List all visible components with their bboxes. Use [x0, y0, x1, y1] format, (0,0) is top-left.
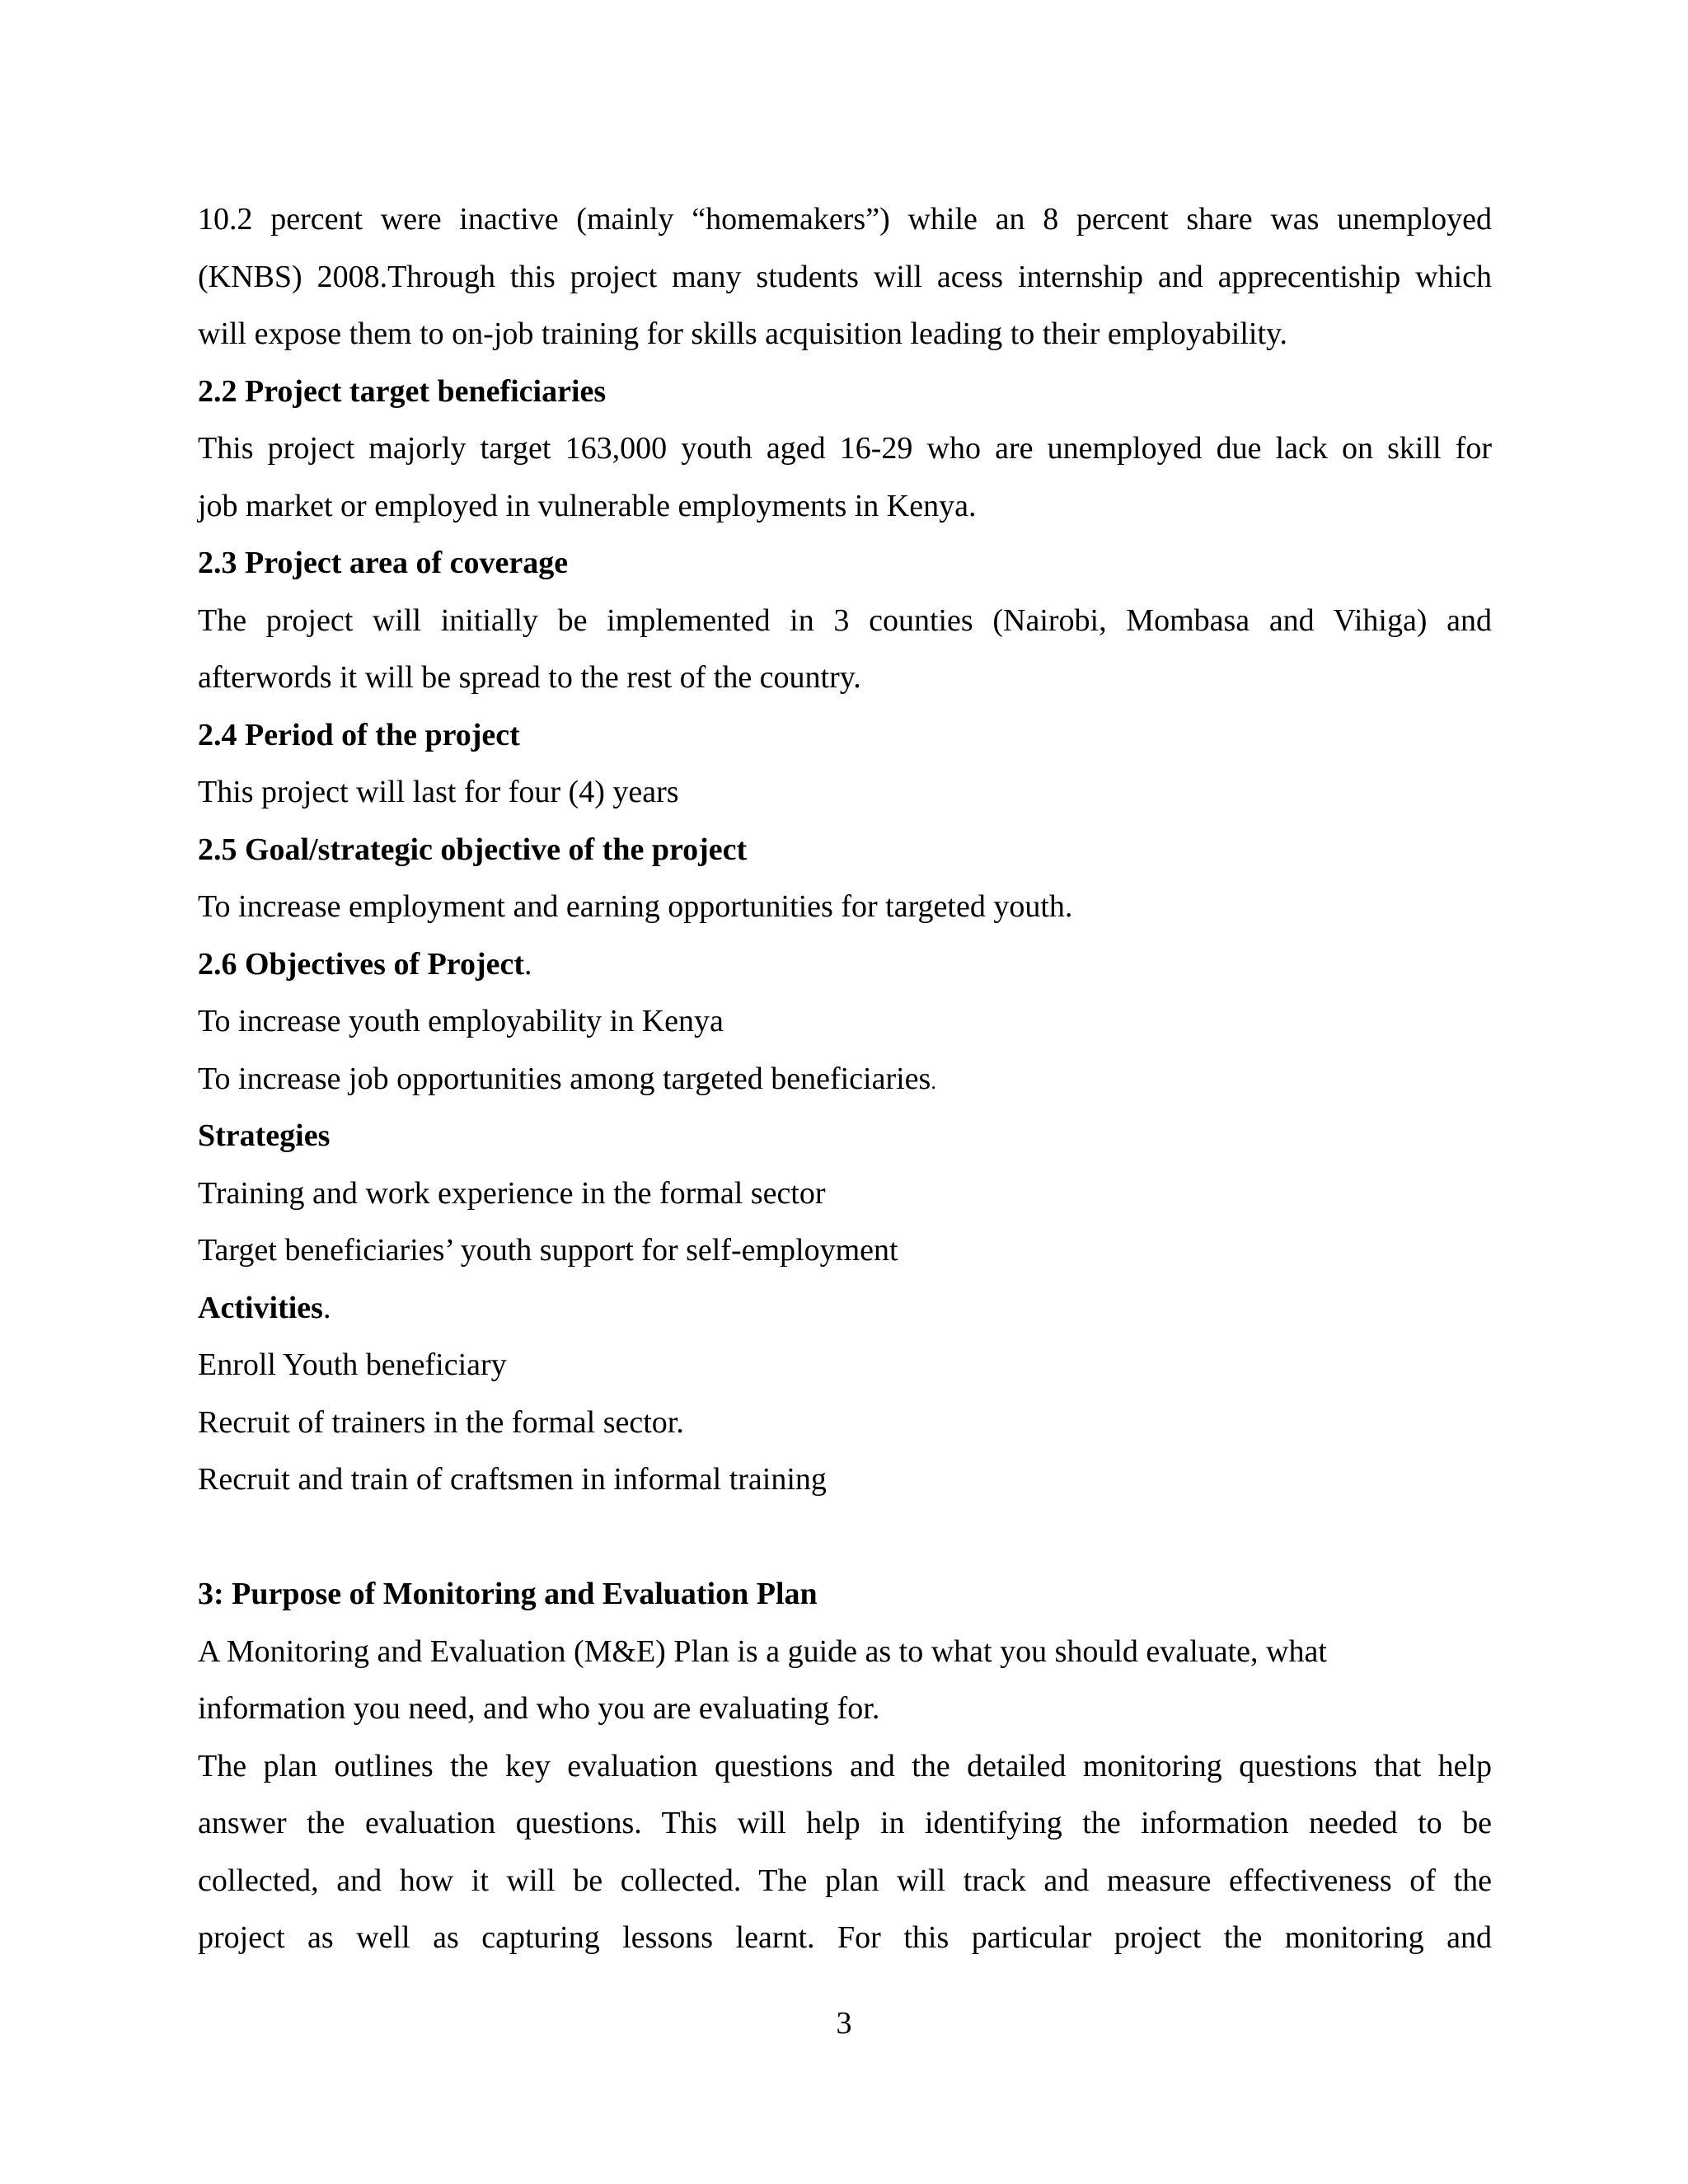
- me-plan-para1-line-1: A Monitoring and Evaluation (M&E) Plan is a guide as to what you should evaluate, what: [198, 1633, 1327, 1669]
- coverage-line-2: afterwords it will be spread to the rest of the country.: [198, 660, 861, 695]
- objective-item: To increase youth employability in Kenya: [198, 1004, 724, 1038]
- objectives-heading-period: .: [524, 946, 532, 982]
- activity-item: Recruit and train of craftsmen in informal training: [198, 1462, 827, 1497]
- page-number: 3: [836, 2006, 852, 2041]
- section-heading-beneficiaries: 2.2 Project target beneficiaries: [198, 373, 607, 409]
- intro-line-2: (KNBS) 2008.Through this project many students will acess internship and apprecentiship which: [198, 259, 1492, 294]
- objective-item: [198, 1051, 1492, 1108]
- section-heading-me-plan: 3: Purpose of Monitoring and Evaluation Plan: [198, 1577, 818, 1611]
- activities-heading-text: Activities: [198, 1290, 323, 1325]
- strategy-item: Training and work experience in the formal sector: [198, 1175, 826, 1211]
- section-heading-period: 2.4 Period of the project: [198, 717, 520, 752]
- section-heading-strategies: Strategies: [198, 1118, 331, 1153]
- objective-item-text: To increase job opportunities among targeted beneficiaries: [198, 1061, 931, 1096]
- objective-item-period: .: [931, 1069, 936, 1094]
- objectives-heading-text: 2.6 Objectives of Project: [198, 946, 525, 982]
- beneficiaries-line-2: job market or employed in vulnerable employments in Kenya.: [198, 488, 977, 523]
- beneficiaries-line-1: This project majorly target 163,000 youth aged 16-29 who are unemployed due lack on skill for: [198, 431, 1492, 466]
- activity-item: Recruit of trainers in the formal sector.: [198, 1404, 684, 1440]
- goal-text: To increase employment and earning opportunities for targeted youth.: [198, 889, 1073, 924]
- document-page: [198, 191, 1492, 1967]
- me-plan-para2-line-4: project as well as capturing lessons learnt. For this particular project the monitoring and: [198, 1920, 1492, 1955]
- me-plan-para1-line-2: information you need, and who you are evaluating for.: [198, 1691, 880, 1726]
- me-plan-para2-line-2: answer the evaluation questions. This will help in identifying the information needed to be: [198, 1806, 1492, 1840]
- me-plan-para2-line-1: The plan outlines the key evaluation questions and the detailed monitoring questions that help: [198, 1748, 1492, 1783]
- period-text: This project will last for four (4) years: [198, 775, 679, 809]
- activities-heading-period: .: [322, 1290, 331, 1325]
- section-heading-objectives: [198, 936, 1492, 994]
- strategy-item: Target beneficiaries’ youth support for self-employment: [198, 1233, 898, 1268]
- activity-item: Enroll Youth beneficiary: [198, 1347, 507, 1382]
- me-plan-para2-line-3: collected, and how it will be collected. The plan will track and measure effectiveness of the: [198, 1863, 1492, 1898]
- section-heading-activities: [198, 1280, 1492, 1338]
- section-heading-goal: 2.5 Goal/strategic objective of the project: [198, 832, 748, 867]
- intro-line-1: 10.2 percent were inactive (mainly “homemakers”) while an 8 percent share was unemployed: [198, 202, 1492, 237]
- blank-line: [198, 1509, 1492, 1567]
- section-heading-coverage: 2.3 Project area of coverage: [198, 546, 569, 580]
- intro-line-3: will expose them to on-job training for skills acquisition leading to their employability.: [198, 316, 1288, 351]
- coverage-line-1: The project will initially be implemented in 3 counties (Nairobi, Mombasa and Vihiga) and: [198, 602, 1492, 638]
